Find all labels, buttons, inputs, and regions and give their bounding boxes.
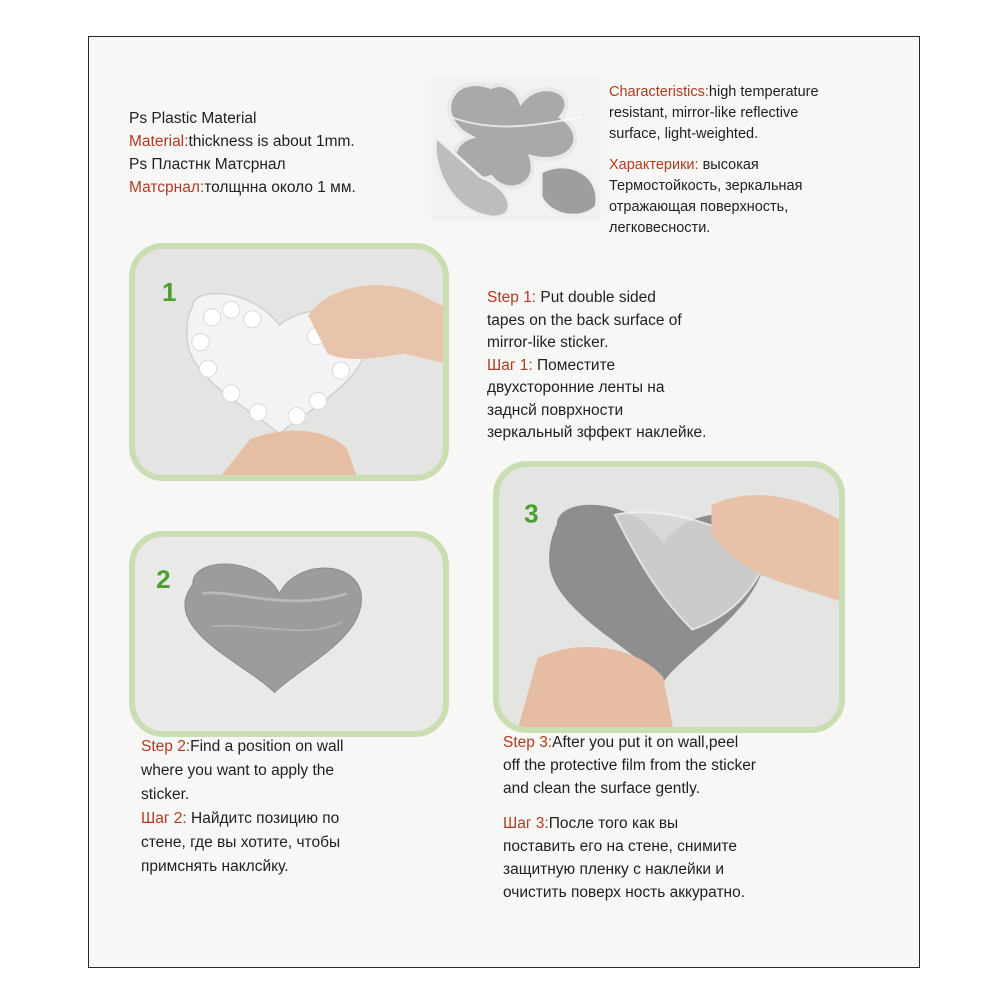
step1-line1: Put double sided xyxy=(536,289,656,306)
characteristics-en-line3: surface, light-weighted. xyxy=(609,126,759,142)
step2-line1: Find a position on wall xyxy=(190,738,344,755)
characteristics-block xyxy=(609,82,819,239)
step1-ru-line2: двухсторонние ленты на xyxy=(487,379,665,396)
step3-ru-line3: защитную пленку с наклейки и xyxy=(503,861,725,878)
characteristics-ru-line1: высокая xyxy=(698,157,759,173)
step3-ru-label: Шаг 3: xyxy=(503,815,549,832)
step1-line3: mirror-like sticker. xyxy=(487,334,609,351)
characteristics-en-line2: resistant, mirror-like reflective xyxy=(609,105,799,121)
material-block xyxy=(129,107,356,199)
characteristics-label: Characteristics: xyxy=(609,84,709,100)
step1-text xyxy=(487,287,706,445)
step2-ru-label: Шаг 2: xyxy=(141,810,187,827)
material-label-en: Material: xyxy=(129,133,189,150)
step3-number: 3 xyxy=(524,500,539,529)
step3-line3: and clean the surface gently. xyxy=(503,780,701,797)
characteristics-ru-line2: Термостойкость, зеркальная xyxy=(609,178,803,194)
step3-line1: After you put it on wall,peel xyxy=(552,734,739,751)
step2-ru-line2: стене, где вы хотите, чтобы xyxy=(141,834,341,851)
step2-ru-line1: Найдитс позицию по xyxy=(186,810,340,827)
step2-image xyxy=(129,531,449,737)
step2-text xyxy=(141,735,344,879)
step2-label: Step 2: xyxy=(141,738,191,755)
step1-ru-line4: зеркальный зффект наклейке. xyxy=(487,424,707,441)
characteristics-ru-line4: легковесности. xyxy=(609,220,711,236)
step1-label: Step 1: xyxy=(487,289,537,306)
material-text-ru: толщнна около 1 мм. xyxy=(204,179,356,196)
step3-image xyxy=(493,461,845,733)
characteristics-en-line1: high temperature xyxy=(708,84,819,100)
step2-number: 2 xyxy=(156,566,171,594)
step1-number: 1 xyxy=(161,279,177,308)
step3-text xyxy=(503,731,756,904)
step2-ru-line3: примснять наклсйку. xyxy=(141,858,289,875)
step1-image xyxy=(129,243,449,481)
step3-ru-line2: поставить его на стене, снимите xyxy=(503,838,737,855)
step3-ru-line1: После того как вы xyxy=(548,815,679,832)
characteristics-ru-line3: отражающая поверхность, xyxy=(609,199,789,215)
step3-label: Step 3: xyxy=(503,734,553,751)
step3-line2: off the protective film from the sticker xyxy=(503,757,756,774)
material-title-ru: Ps Пластнк Матсрнал xyxy=(129,156,286,173)
material-title-en: Ps Plastic Material xyxy=(129,110,257,127)
step3-ru-line4: очистить поверх ность аккуратно. xyxy=(503,884,746,901)
characteristics-ru-label: Характерики: xyxy=(609,157,699,173)
step2-line3: sticker. xyxy=(141,786,190,803)
step1-ru-label: Шаг 1: xyxy=(487,356,533,374)
product-mirror-butterfly-image xyxy=(431,77,601,221)
step1-ru-line3: заднсй поврхности xyxy=(487,401,624,419)
material-text-en: thickness is about 1mm. xyxy=(188,133,355,150)
step2-line2: where you want to apply the xyxy=(141,762,335,779)
step1-line2: tapes on the back surface of xyxy=(487,311,682,329)
instruction-sheet xyxy=(88,36,920,968)
step1-ru-line1: Поместите xyxy=(532,356,616,374)
material-label-ru: Матсрнал: xyxy=(129,179,205,196)
